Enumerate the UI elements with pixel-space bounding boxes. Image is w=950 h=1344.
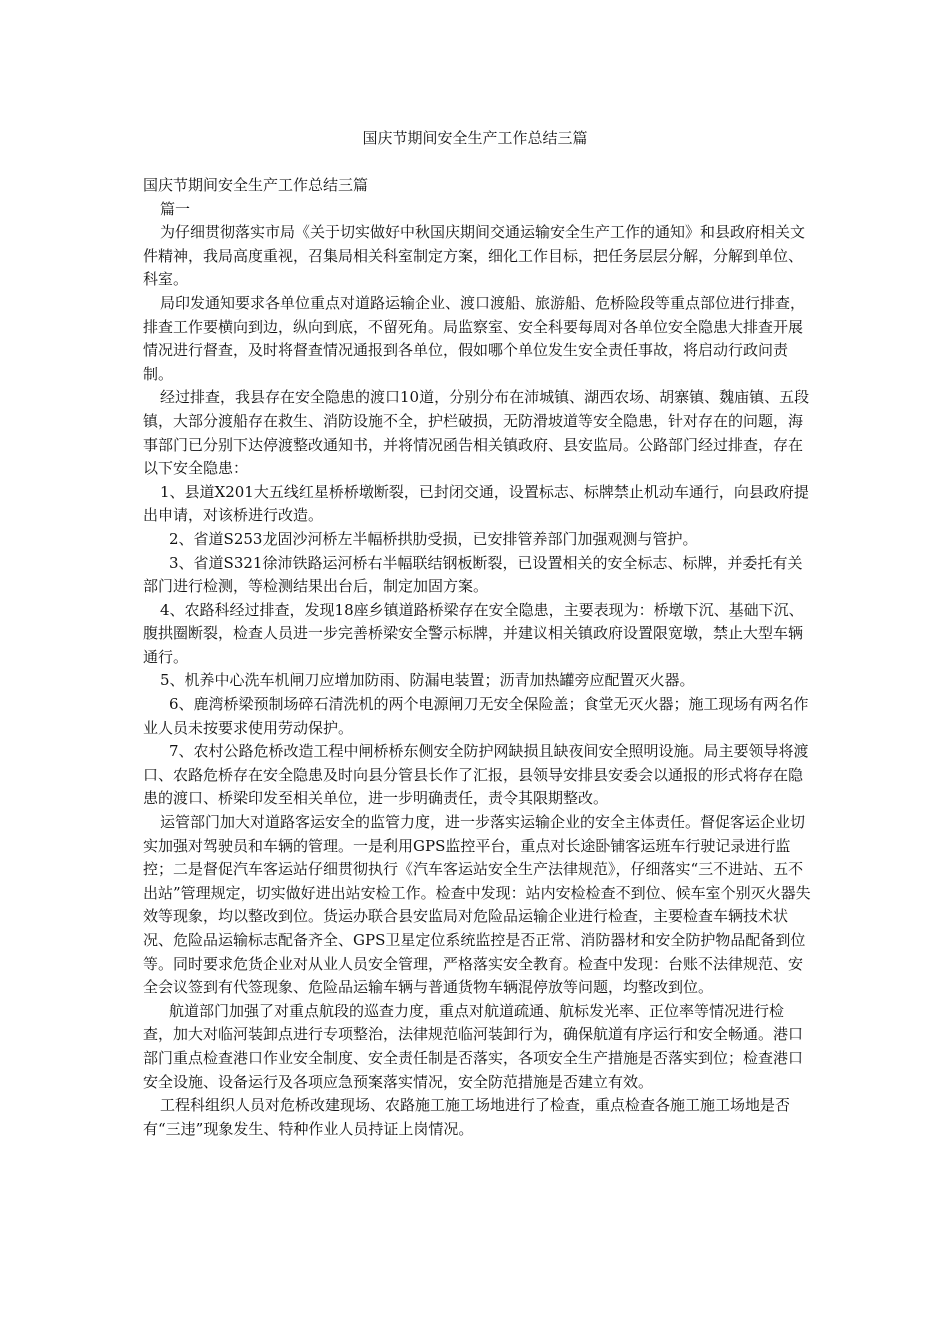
paragraph: 3、省道S321徐沛铁路运河桥右半幅联结钢板断裂，已设置相关的安全标志、标牌，并委托有关部门进行检测，等检测结果出台后，制定加固方案。 xyxy=(143,553,803,596)
paragraph: 工程科组织人员对危桥改建现场、农路施工施工场地进行了检查，重点检查各施工施工场地是否有“三违”现象发生、特种作业人员持证上岗情况。 xyxy=(143,1096,791,1138)
paragraph: 4、农路科经过排查，发现18座乡镇道路桥梁存在安全隐患，主要表现为：桥墩下沉、基础下沉、腹拱圈断裂，检查人员进一步完善桥梁安全警示标牌，并建议相关镇政府设置限宽墩，禁止大型车辆通行。 xyxy=(143,600,804,666)
paragraph: 2、省道S253龙固沙河桥左半幅桥拱肋受损，已安排管养部门加强观测与管护。 xyxy=(169,529,698,548)
paragraph: 1、县道X201大五线红星桥桥墩断裂，已封闭交通，设置标志、标牌禁止机动车通行，向县政府提出申请，对该桥进行改造。 xyxy=(143,482,809,525)
paragraph: 为仔细贯彻落实市局《关于切实做好中秋国庆期间交通运输安全生产工作的通知》和县政府相关文件精神，我局高度重视，召集局相关科室制定方案，细化工作目标，把任务层层分解，分解到单位、科室。 xyxy=(143,223,806,289)
paragraph: 局印发通知要求各单位重点对道路运输企业、渡口渡船、旅游船、危桥险段等重点部位进行排查，排查工作要横向到边，纵向到底，不留死角。局监察室、安全科要每周对各单位安全隐患大排查开展情况进行督查，及时将督查情况通报到各单位，假如哪个单位发生安全责任事故，将启动行政问责制。 xyxy=(143,293,806,383)
document-heading: 国庆节期间安全生产工作总结三篇 xyxy=(143,176,369,194)
document-title: 国庆节期间安全生产工作总结三篇 xyxy=(362,129,588,147)
document-body xyxy=(143,174,811,1141)
paragraph: 运管部门加大对道路客运安全的监管力度，进一步落实运输企业的安全主体责任。督促客运企业切实加强对驾驶员和车辆的管理。一是利用GPS监控平台，重点对长途卧铺客运班车行驶记录进行监控；二是督促汽车客运站仔细贯彻执行《汽车客运站安全生产法律规范》，仔细落实“三不进站、五不出站”管理规定，切实做好进出站安检工作。检查中发现：站内安检检查不到位、候车室个别灭火器失效等现象，均以整改到位。货运办联合县安监局对危险品运输企业进行检查，主要检查车辆技术状况、危险品运输标志配备齐全、GPS卫星定位系统监控是否正常、消防器材和安全防护物品配备到位等。同时要求危货企业对从业人员安全管理，严格落实安全教育。检查中发现：台账不法律规范、安全会议签到有代签现象、危险品运输车辆与普通货物车辆混停放等问题，均整改到位。 xyxy=(143,813,811,997)
paragraph: 经过排查，我县存在安全隐患的渡口10道，分别分布在沛城镇、湖西农场、胡寨镇、魏庙镇、五段镇，大部分渡船存在救生、消防设施不全，护栏破损，无防滑坡道等安全隐患，针对存在的问题，海事部门已分别下达停渡整改通知书，并将情况函告相关镇政府、县安监局。公路部门经过排查，存在以下安全隐患： xyxy=(143,388,810,478)
paragraph: 6、鹿湾桥梁预制场碎石清洗机的两个电源闸刀无安全保险盖；食堂无灭火器；施工现场有两名作业人员未按要求使用劳动保护。 xyxy=(143,695,809,737)
section-label: 篇一 xyxy=(160,199,191,218)
paragraph: 航道部门加强了对重点航段的巡查力度，重点对航道疏通、航标发光率、正位率等情况进行检查，加大对临河装卸点进行专项整治，法律规范临河装卸行为，确保航道有序运行和安全畅通。港口部门重点检查港口作业安全制度、安全责任制是否落实，各项安全生产措施是否落实到位；检查港口安全设施、设备运行及各项应急预案落实情况，安全防范措施是否建立有效。 xyxy=(143,1001,804,1091)
paragraph: 5、机养中心洗车机闸刀应增加防雨、防漏电装置；沥青加热罐旁应配置灭火器。 xyxy=(160,671,695,690)
paragraph: 7、农村公路危桥改造工程中闸桥桥东侧安全防护网缺损且缺夜间安全照明设施。局主要领导将渡口、农路危桥存在安全隐患及时向县分管县长作了汇报，县领导安排县安委会以通报的形式将存在隐患的渡口、桥梁印发至相关单位，进一步明确责任，责令其限期整改。 xyxy=(143,742,809,808)
